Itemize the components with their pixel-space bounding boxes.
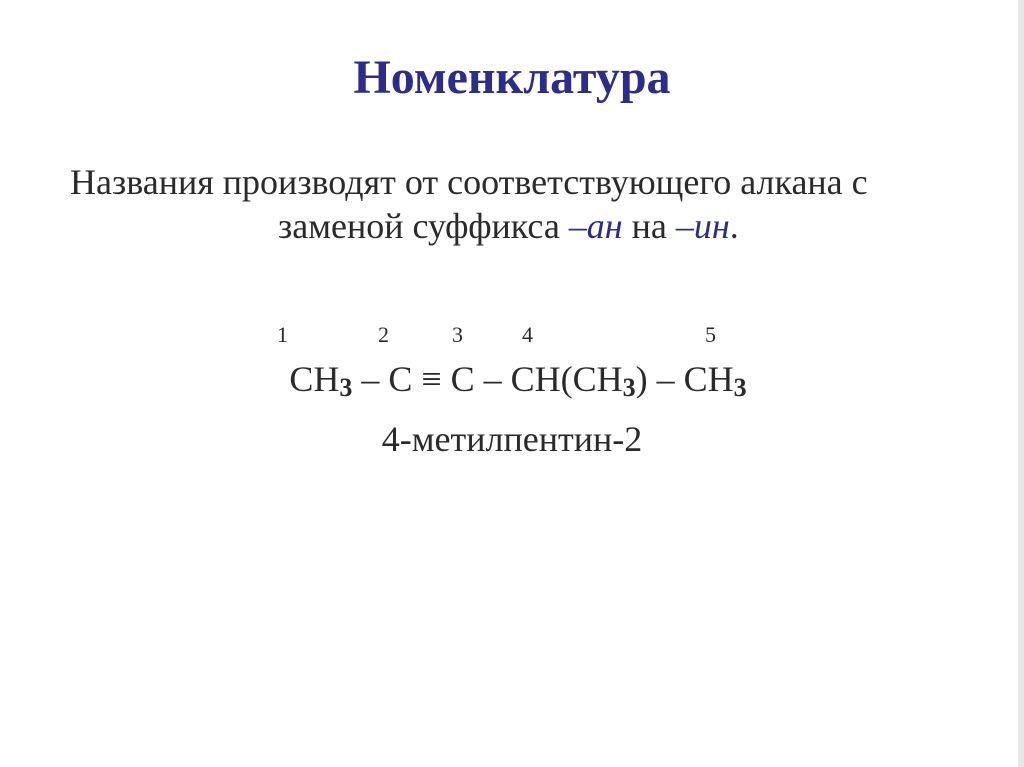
structural-formula <box>0 358 1024 400</box>
formula-subscript-1: 3 <box>339 373 353 402</box>
description-line-2-prefix: заменой суффикса <box>278 206 569 246</box>
formula-part-2: – C ≡ C – CH(CH <box>352 359 623 399</box>
carbon-numbering <box>0 322 1024 352</box>
formula-part-1: CH <box>289 359 340 399</box>
carbon-number-3: 3 <box>452 322 463 347</box>
carbon-number-5: 5 <box>705 322 716 347</box>
description-line-2-middle: на <box>622 206 676 246</box>
description-line-1: Названия производят от соответствующего алкана с <box>70 162 868 202</box>
description-line-2 <box>70 204 970 248</box>
suffix-an: –ан <box>568 206 623 246</box>
compound-name: 4-метилпентин-2 <box>381 419 643 459</box>
slide-title: Номенклатура <box>353 51 671 104</box>
suffix-in: –ин <box>675 206 730 246</box>
description-paragraph <box>70 160 970 248</box>
description-line-2-end: . <box>729 206 739 246</box>
formula-part-3: ) – CH <box>635 359 734 399</box>
carbon-number-1: 1 <box>277 322 288 347</box>
carbon-number-2: 2 <box>378 322 389 347</box>
formula-subscript-3: 3 <box>733 373 747 402</box>
formula-subscript-2: 3 <box>622 373 636 402</box>
carbon-number-4: 4 <box>522 322 533 347</box>
